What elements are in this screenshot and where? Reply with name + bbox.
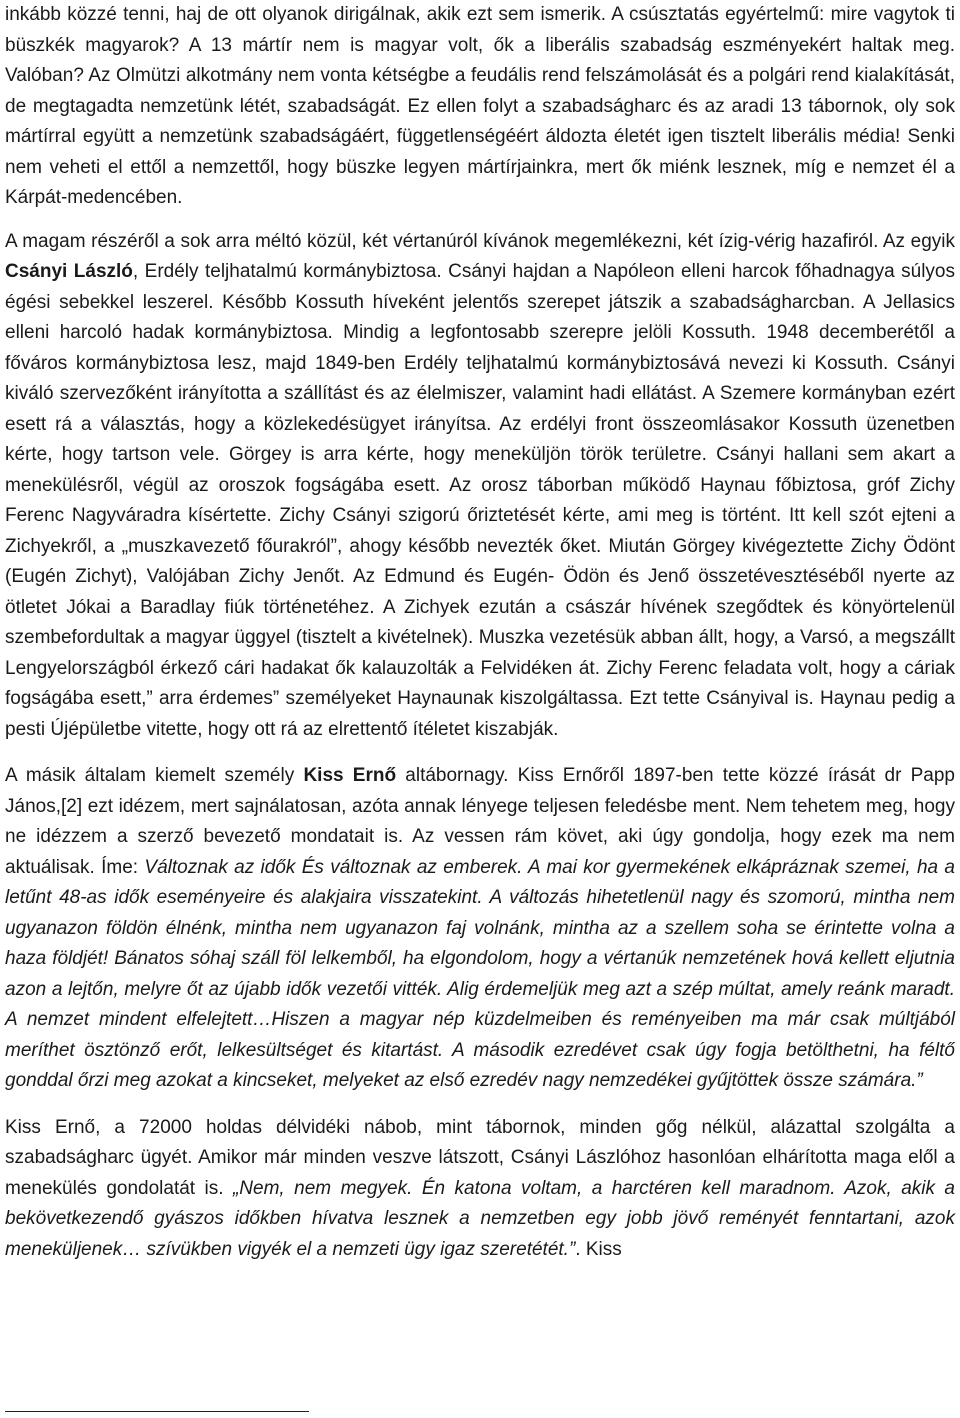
quote-kiss-erno: „Nem, nem megyek. Én katona voltam, a harctéren kell maradnom. Azok, akik a bekövetkezendő gyászos időkben hívatva lesznek a nemzetben egy jobb jövő reményét fenntartani, azok meneküljenek… szívükben vigyék el a nemzeti ügy igaz szeretétét.” [5, 1177, 956, 1260]
paragraph-1-text: inkább közzé tenni, haj de ott olyanok dirigálnak, akik ezt sem ismerik. A csúsztatás egyértelmű: mire vagytok ti büszkék magyarok? A 13 mártír nem is magyar volt, ők a liberális szabadság eszményekért haltak meg. Valóban? Az Olmützi alkotmány nem vonta kétségbe a feudális rend felszámolását és a polgári rend kialakítását, de megtagadta nemzetünk létét, szabadságát. Ez ellen folyt a szabadságharc és az aradi 13 tábornok, oly sok mártírral együtt a nemzetünk szabadságáért, függetlenségéért áldozta életét igen tisztelt liberális média! Senki nem veheti el ettől a nemzettől, hogy büszke legyen mártírjainkra, mert ők miénk lesznek, míg e nemzet él a Kárpát-medencében. [5, 4, 955, 208]
paragraph-3 [5, 761, 955, 1097]
paragraph-3-text-a: A másik általam kiemelt személy [5, 765, 304, 786]
paragraph-2-text-b: , Erdély teljhatalmú kormánybiztosa. Csányi hajdan a Napóleon elleni harcok főhadnagya súlyos égési sebekkel leszerel. Később Kossuth híveként jelentős szerepet játszik a szabadságharcban. A Jellasics elleni harcoló hadak kormánybiztosa. Mindig a legfontosabb szerepre jelöli Kossuth. 1948 decemberétől a főváros kormánybiztosa lesz, majd 1849-ben Erdély teljhatalmú kormánybiztosává nevezi ki Kossuth. Csányi kiváló szervezőként irányította a szállítást és az élelmiszer, valamint hadi ellátást. A Szemere kormányban ezért esett rá a választás, hogy a közlekedésügyet irányítsa. Az erdélyi front összeomlásakor Kossuth üzenetben kérte, hogy tartson vele. Görgey is arra kérte, hogy meneküljön török területre. Csányi hallani sem akart a menekülésről, végül az oroszok fogságába esett. Az orosz táborban működő Haynau főbiztosa, gróf Zichy Ferenc Nagyváradra kísértette. Zichy Csányi szigorú őriztetését kérte, ami meg is történt. Itt kell szót ejteni a Zichyekről, a „muszkavezető főurakról”, ahogy később nevezték őket. Miután Görgey kivégeztette Zichy Ödönt (Eugén Zichyt), Valójában Zichy Jenőt. Az Edmund és Eugén- Ödön és Jenő összetévesztéséből nyerte az ötletet Jókai a Baradlay fiúk történetéhez. A Zichyek ezután a császár hívének szegődtek és könyörtelenül szembefordultak a magyar üggyel (tisztelt a kivételnek). Muszka vezetésük abban állt, hogy, a Varsó, a megszállt Lengyelországból érkező cári hadakat ők kalauzolták a Felvidéken át. Zichy Ferenc feladata volt, hogy a cáriak fogságába esett,” arra érdemes” személyeket Haynaunak kiszolgáltassa. Ezt tette Csányival is. Haynau pedig a pesti Újépületbe vitette, hogy ott rá az elrettentő ítéletet kiszabják. [5, 261, 955, 740]
name-csanyi-laszlo: Csányi László [5, 261, 133, 282]
name-kiss-erno: Kiss Ernő [303, 765, 397, 786]
paragraph-2 [5, 227, 955, 746]
paragraph-2-text-a: A magam részéről a sok arra méltó közül, két vértanúról kívánok megemlékezni, két ízig-vérig hazafiról. Az egyik [5, 230, 955, 252]
paragraph-4-text-a: Kiss Ernő, a 72000 holdas délvidéki nábob, mint tábornok, minden gőg nélkül, alázattal szolgálta a szabadságharc ügyét. Amikor már minden veszve látszott, Csányi Lászlóhoz hasonlóan elhárította maga elől a menekülés gondolatát is. [5, 1116, 955, 1199]
paragraph-4 [5, 1113, 955, 1266]
paragraph-4-text-b: . Kiss [575, 1238, 622, 1260]
quote-papp-janos: Változnak az idők És változnak az emberek. A mai kor gyermekének elkápráznak szemei, ha a letűnt 48-as idők eseményeire és alakjaira visszatekint. A változás hihetetlenül nagy és szomorú, mintha nem ugyanazon földön élnénk, mintha nem ugyanazon faj volnánk, mintha az a szellem soha se érintette volna a haza földjét! Bánatos sóhaj száll föl lelkemből, ha elgondolom, hogy a vértanúk nemzetének hová kellett eljutnia azon a lejtőn, melyre őt az újabb idők vezetői vitték. Alig érdemeljük meg azt a szép múltat, amely reánk maradt. A nemzet mindent elfelejtett…Hiszen a magyar nép küzdelmeiben és reményeiben ma már csak múltjából meríthet ösztönző erőt, lelkesültséget és kitartást. A második ezredévet csak úgy fogja betölthetni, ha féltő gonddal őrzi meg azokat a kincseket, melyeket az első ezredév nagy nemzedékei gyűjtöttek össze számára.” [5, 856, 956, 1091]
document-page [5, 0, 955, 1265]
paragraph-3-text-b: altábornagy. Kiss Ernőről 1897-ben tette közzé írását dr Papp János,[2] ezt idézem, mert sajnálatosan, azóta annak lényege teljesen feledésbe ment. Nem tehetem meg, hogy ne idézzem a szerző bevezető mondatait is. Az vessen rám követ, aki úgy gondolja, hogy ezek ma nem aktuálisak. Íme: [5, 765, 955, 878]
footnote-separator [5, 1411, 309, 1412]
paragraph-1 [5, 0, 955, 214]
